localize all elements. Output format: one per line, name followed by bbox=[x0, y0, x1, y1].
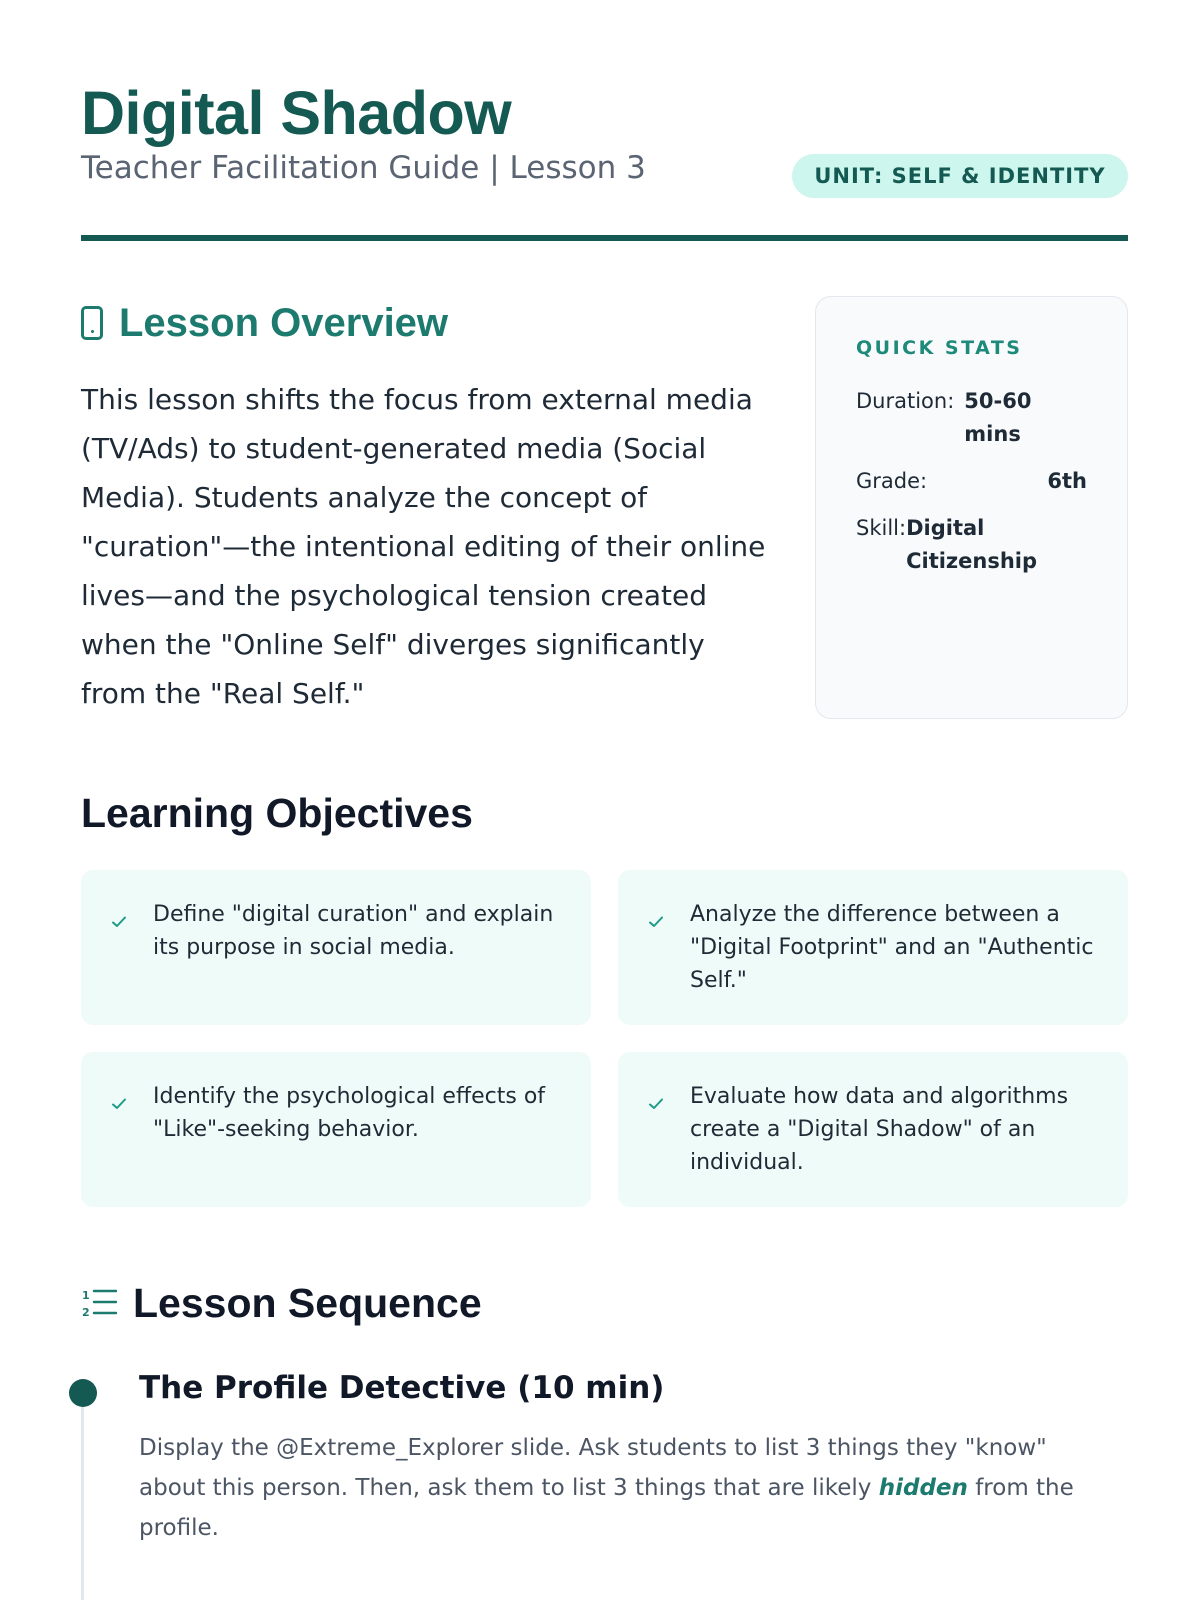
stat-grade-value: 6th bbox=[1047, 469, 1087, 493]
step-description bbox=[139, 1428, 1119, 1548]
objective-text: Analyze the difference between a "Digital Footprint" and an "Authentic Self." bbox=[690, 902, 1094, 993]
sequence-title: Lesson Sequence bbox=[133, 1279, 482, 1326]
overview-title: Lesson Overview bbox=[119, 300, 449, 345]
timeline-dot bbox=[69, 1379, 97, 1407]
smartphone-icon bbox=[81, 306, 103, 340]
objective-card bbox=[81, 870, 591, 1025]
step-text-start: Display the @Extreme_Explorer slide. Ask students to list 3 things they "know" about this person. Then, ask them to list 3 things that are likely bbox=[139, 1435, 1047, 1501]
stat-skill-value: Digital Citizenship bbox=[906, 516, 1038, 573]
objectives-title: Learning Objectives bbox=[81, 790, 473, 836]
step-title: The Profile Detective (10 min) bbox=[139, 1370, 665, 1406]
objective-card bbox=[618, 1052, 1128, 1207]
step-emphasis: hidden bbox=[878, 1475, 968, 1501]
check-icon bbox=[648, 1096, 664, 1112]
svg-text:2: 2 bbox=[82, 1306, 90, 1319]
stat-duration-label: Duration: bbox=[856, 389, 955, 413]
objective-card bbox=[618, 870, 1128, 1025]
objective-card bbox=[81, 1052, 591, 1207]
page-subtitle: Teacher Facilitation Guide | Lesson 3 bbox=[81, 150, 646, 186]
page-title: Digital Shadow bbox=[81, 79, 512, 147]
stat-grade bbox=[856, 465, 1087, 498]
check-icon bbox=[111, 914, 127, 930]
objective-text: Define "digital curation" and explain its purpose in social media. bbox=[153, 902, 554, 960]
stat-duration-value: 50-60 mins bbox=[964, 389, 1032, 446]
check-icon bbox=[111, 1096, 127, 1112]
timeline-line bbox=[81, 1400, 84, 1600]
stat-skill-label: Skill: bbox=[856, 516, 907, 540]
quick-stats-card bbox=[815, 296, 1128, 719]
stat-duration bbox=[856, 385, 1087, 451]
step-text-end: from the profile. bbox=[139, 1475, 1074, 1541]
objective-text: Identify the psychological effects of "Like"-seeking behavior. bbox=[153, 1084, 546, 1142]
objective-text: Evaluate how data and algorithms create a "Digital Shadow" of an individual. bbox=[690, 1084, 1069, 1175]
stat-grade-label: Grade: bbox=[856, 469, 928, 493]
stat-skill bbox=[856, 512, 1087, 578]
overview-heading bbox=[81, 298, 448, 348]
unit-badge: UNIT: SELF & IDENTITY bbox=[792, 154, 1128, 198]
check-icon bbox=[648, 914, 664, 930]
header-divider bbox=[81, 235, 1128, 241]
quick-stats-title: QUICK STATS bbox=[856, 337, 1023, 359]
svg-text:1: 1 bbox=[82, 1289, 90, 1302]
numbered-list-icon bbox=[81, 1286, 117, 1320]
sequence-heading bbox=[81, 1278, 482, 1328]
overview-text: This lesson shifts the focus from external media (TV/Ads) to student-generated media (Social Media). Students analyze the concept of "curation"—the intentional editing of their online lives—and the psychological tension created when the "Online Self" diverges significantly from the "Real Self." bbox=[81, 383, 766, 710]
